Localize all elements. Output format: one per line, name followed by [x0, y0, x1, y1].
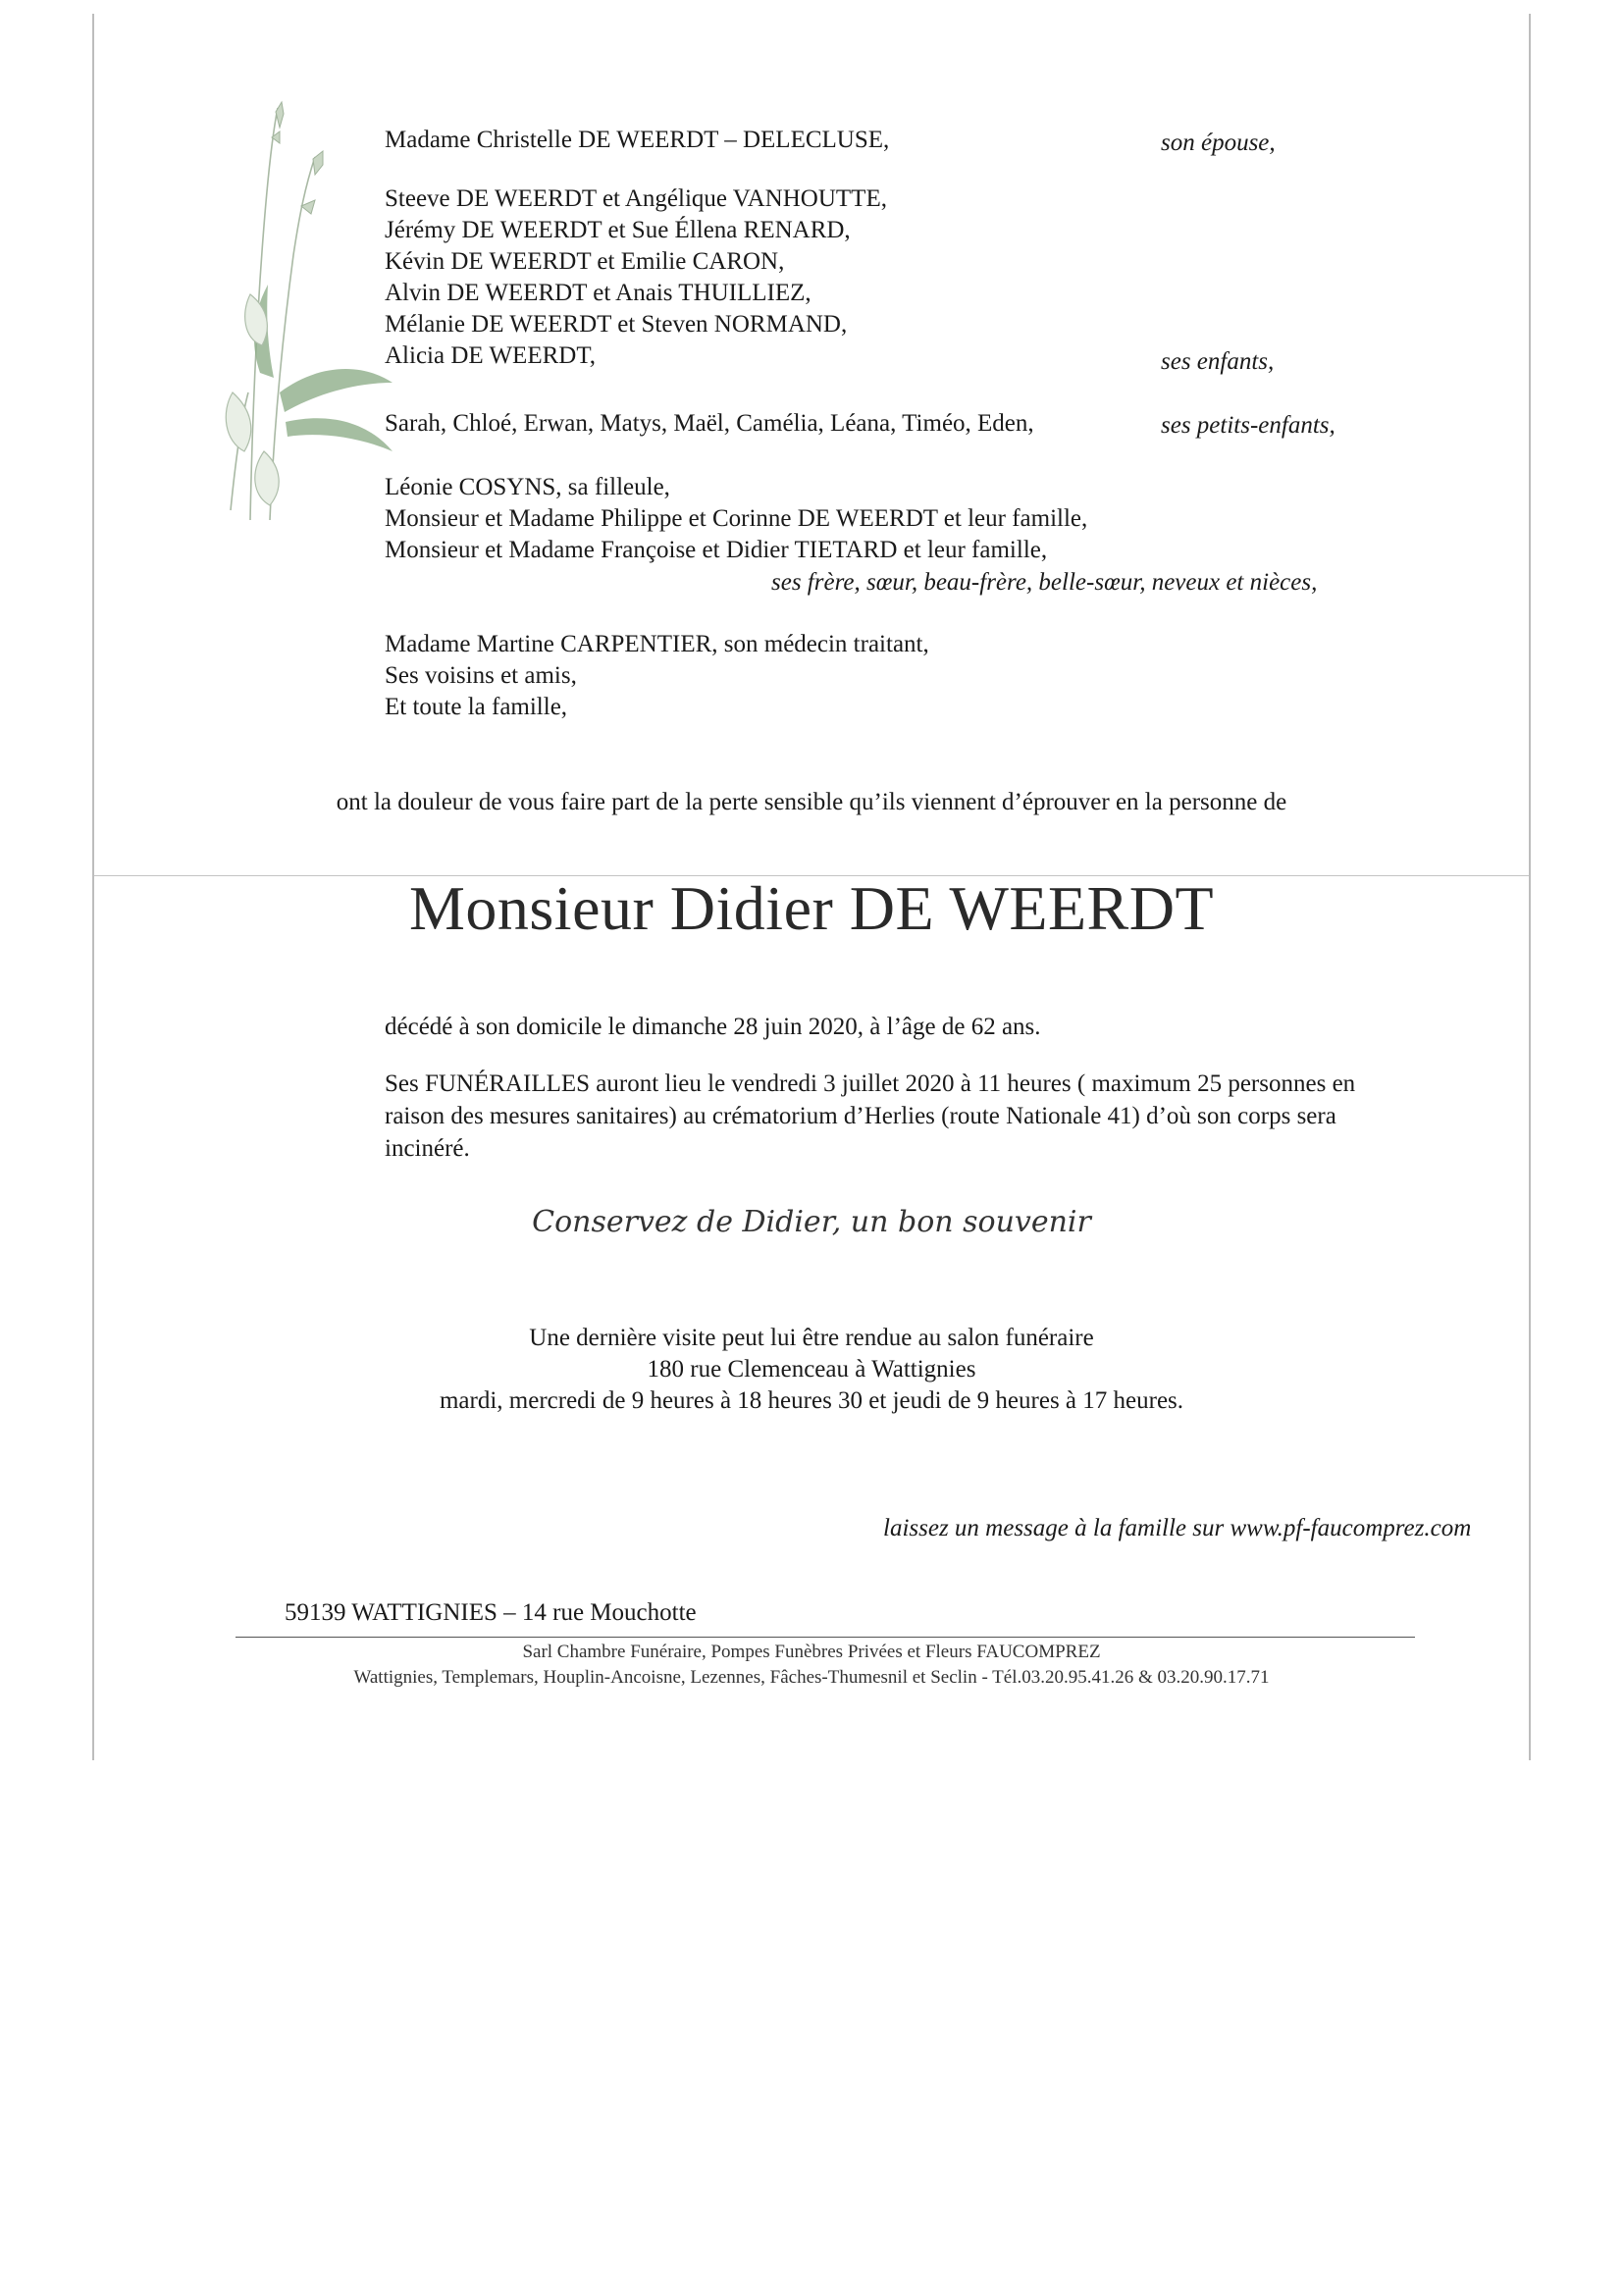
relation-role: son épouse,	[1161, 130, 1276, 156]
funeral-line: Ses FUNÉRAILLES auront lieu le vendredi 3 juillet 2020 à 11 heures ( maximum 25 personnes en	[385, 1070, 1356, 1097]
death-notice: décédé à son domicile le dimanche 28 juin 2020, à l’âge de 62 ans.	[385, 1014, 1041, 1040]
relation-line: Jérémy DE WEERDT et Sue Éllena RENARD,	[385, 217, 851, 243]
relation-line: Alicia DE WEERDT,	[385, 342, 596, 369]
relation-line: Ses voisins et amis,	[385, 662, 577, 689]
relation-role: ses enfants,	[1161, 348, 1275, 375]
lily-illustration-icon	[191, 98, 397, 530]
relation-line: Madame Christelle DE WEERDT – DELECLUSE,	[385, 127, 890, 153]
visit-line: Une dernière visite peut lui être rendue au salon funéraire	[529, 1325, 1094, 1351]
message-line: laissez un message à la famille sur www.pf-faucomprez.com	[883, 1515, 1472, 1541]
relation-line: Mélanie DE WEERDT et Steven NORMAND,	[385, 311, 848, 338]
funeral-line: raison des mesures sanitaires) au crématorium d’Herlies (route Nationale 41) d’où son corps sera	[385, 1103, 1336, 1129]
visit-line: mardi, mercredi de 9 heures à 18 heures 30 et jeudi de 9 heures à 17 heures.	[439, 1387, 1184, 1414]
footer-divider	[236, 1637, 1415, 1638]
footer-locations: Wattignies, Templemars, Houplin-Ancoisne, Lezennes, Fâches-Thumesnil et Seclin - Tél.03.20.95.41.26 & 03.20.90.17.71	[353, 1667, 1270, 1688]
announcement: ont la douleur de vous faire part de la perte sensible qu’ils viennent d’éprouver en la personne de	[336, 789, 1287, 815]
address: 59139 WATTIGNIES – 14 rue Mouchotte	[285, 1599, 697, 1626]
deceased-name: Monsieur Didier DE WEERDT	[408, 873, 1215, 943]
relation-line: Madame Martine CARPENTIER, son médecin traitant,	[385, 631, 929, 657]
relation-role: ses petits-enfants,	[1161, 412, 1335, 439]
remembrance-line: Conservez de Didier, un bon souvenir	[532, 1205, 1091, 1239]
relation-line: Monsieur et Madame Françoise et Didier TIETARD et leur famille,	[385, 537, 1048, 563]
relation-line: Et toute la famille,	[385, 694, 568, 720]
relation-role: ses frère, sœur, beau-frère, belle-sœur, neveux et nièces,	[771, 569, 1318, 596]
relation-line: Kévin DE WEERDT et Emilie CARON,	[385, 248, 785, 275]
relation-line: Monsieur et Madame Philippe et Corinne DE WEERDT et leur famille,	[385, 505, 1088, 532]
funeral-line: incinéré.	[385, 1135, 470, 1162]
relation-line: Alvin DE WEERDT et Anais THUILLIEZ,	[385, 280, 812, 306]
relation-line: Léonie COSYNS, sa filleule,	[385, 474, 670, 500]
relation-line: Steeve DE WEERDT et Angélique VANHOUTTE,	[385, 185, 887, 212]
footer-company: Sarl Chambre Funéraire, Pompes Funèbres Privées et Fleurs FAUCOMPREZ	[522, 1642, 1101, 1662]
relation-line: Sarah, Chloé, Erwan, Matys, Maël, Camélia, Léana, Timéo, Eden,	[385, 410, 1034, 437]
visit-line: 180 rue Clemenceau à Wattignies	[647, 1356, 976, 1383]
